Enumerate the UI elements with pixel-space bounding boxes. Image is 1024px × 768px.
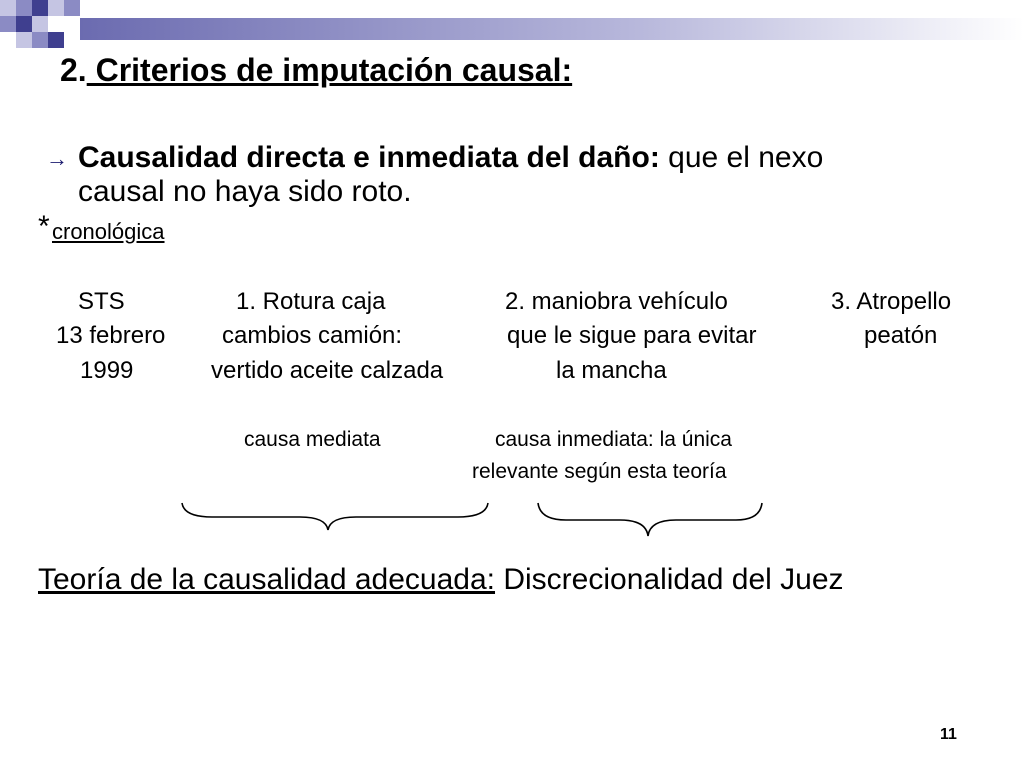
col1-row3: 1999 <box>80 357 134 384</box>
left-brace-icon <box>182 503 488 530</box>
page-number: 11 <box>940 726 957 743</box>
bullet-line1-rest: que el nexo <box>659 141 824 174</box>
teoria-rest: Discrecionalidad del Juez <box>495 563 844 596</box>
right-brace-icon <box>538 503 762 536</box>
bullet-bold-label: Causalidad directa e inmediata del daño: <box>78 141 660 174</box>
col4-row1: 3. Atropello <box>831 288 952 315</box>
causa-mediata-label: causa mediata <box>244 428 381 451</box>
bullet-line2: causal no haya sido roto. <box>78 175 412 208</box>
col2-row2: cambios camión: <box>222 322 403 349</box>
col1-row2: 13 febrero <box>56 322 166 349</box>
causa-inmediata-line2: relevante según esta teoría <box>472 460 727 483</box>
col2-row1: 1. Rotura caja <box>236 288 386 315</box>
col3-row3: la mancha <box>556 357 667 384</box>
title-number: 2. <box>60 52 87 88</box>
right-arrow-icon: → <box>46 146 68 171</box>
title-text: Criterios de imputación causal: <box>86 52 573 88</box>
causa-inmediata-line1: causa inmediata: la única <box>495 428 732 451</box>
col1-row1: STS <box>78 288 125 315</box>
col3-row1: 2. maniobra vehículo <box>505 288 728 315</box>
col3-row2: que le sigue para evitar <box>507 322 757 349</box>
col4-row2: peatón <box>864 322 938 349</box>
cronologica-label: cronológica <box>52 219 165 244</box>
col2-row3: vertido aceite calzada <box>211 357 444 384</box>
teoria-label: Teoría de la causalidad adecuada: <box>38 563 496 596</box>
teoria-line <box>38 563 844 597</box>
asterisk: * <box>38 210 50 243</box>
